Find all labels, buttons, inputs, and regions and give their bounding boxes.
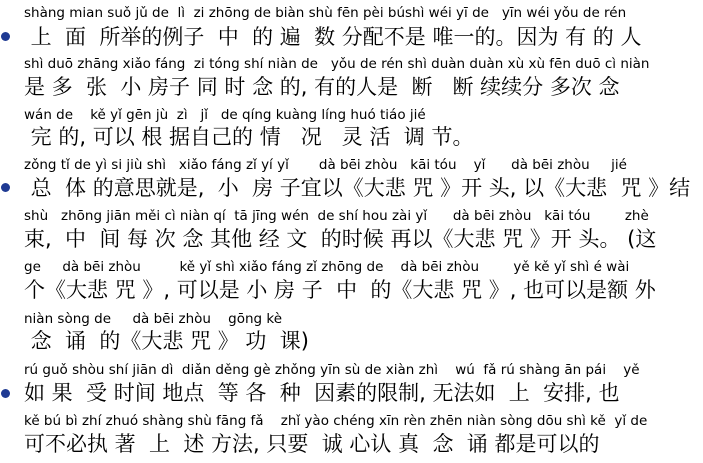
hanzi-line: 如 果 受 时间 地点 等 各 种 因素的限制, 无法如 上 安排, 也: [24, 381, 620, 405]
pinyin-line: kě bú bì zhí zhuó shàng shù fāng fǎ zhǐ yào chéng xīn rèn zhēn niàn sòng dōu shì kě yǐ de: [24, 413, 648, 429]
pinyin-line: rú guǒ shòu shí jiān dì diǎn děng gè zhǒng yīn sù de xiàn zhì wú fǎ rú shàng ān pái yě: [24, 362, 640, 378]
pinyin-line: zǒng tǐ de yì si jiù shì xiǎo fáng zǐ yí yǐ dà bēi zhòu kāi tóu yǐ dà bēi zhòu jié: [24, 157, 627, 173]
bullet-point: [1, 389, 10, 398]
bullet-point: [1, 183, 10, 192]
pinyin-line: niàn sòng de dà bēi zhòu gōng kè: [24, 311, 283, 327]
pinyin-line: wán de kě yǐ gēn jù zì jǐ de qíng kuàng líng huó tiáo jié: [24, 107, 426, 123]
hanzi-line: 完 的, 可以 根 据自己的 情 况 灵 活 调 节。: [24, 125, 474, 149]
hanzi-line: 念 诵 的《大悲 咒 》 功 课): [24, 329, 309, 353]
hanzi-line: 个《大悲 咒 》, 可以是 小 房 子 中 的《大悲 咒 》, 也可以是额 外: [24, 278, 656, 302]
bullet-point: [1, 32, 10, 41]
pinyin-line: shù zhōng jiān měi cì niàn qí tā jīng wén de shí hou zài yǐ dà bēi zhòu kāi tóu zhè: [24, 208, 649, 224]
hanzi-line: 束, 中 间 每 次 念 其他 经 文 的时候 再以《大悲 咒 》开 头。 (这: [24, 227, 657, 251]
hanzi-line: 总 体 的意思就是, 小 房 子宜以《大悲 咒 》开 头, 以《大悲 咒 》结: [24, 176, 691, 200]
hanzi-line: 可不必执 著 上 述 方法, 只要 诚 心认 真 念 诵 都是可以的: [24, 432, 600, 456]
pinyin-line: ge dà bēi zhòu kě yǐ shì xiǎo fáng zǐ zhōng de dà bēi zhòu yě kě yǐ shì é wài: [24, 259, 630, 275]
pinyin-line: shàng mian suǒ jǔ de lì zi zhōng de biàn shù fēn pèi búshì wéi yī de yīn wéi yǒu de rén: [24, 5, 627, 21]
hanzi-line: 上 面 所举的例子 中 的 遍 数 分配不是 唯一的。因为 有 的 人: [24, 25, 642, 49]
hanzi-line: 是 多 张 小 房子 同 时 念 的, 有的人是 断 断 续续分 多次 念: [24, 75, 620, 99]
pinyin-line: shì duō zhāng xiǎo fáng zi tóng shí niàn de yǒu de rén shì duàn duàn xù xù fēn duō cì niàn: [24, 56, 650, 72]
